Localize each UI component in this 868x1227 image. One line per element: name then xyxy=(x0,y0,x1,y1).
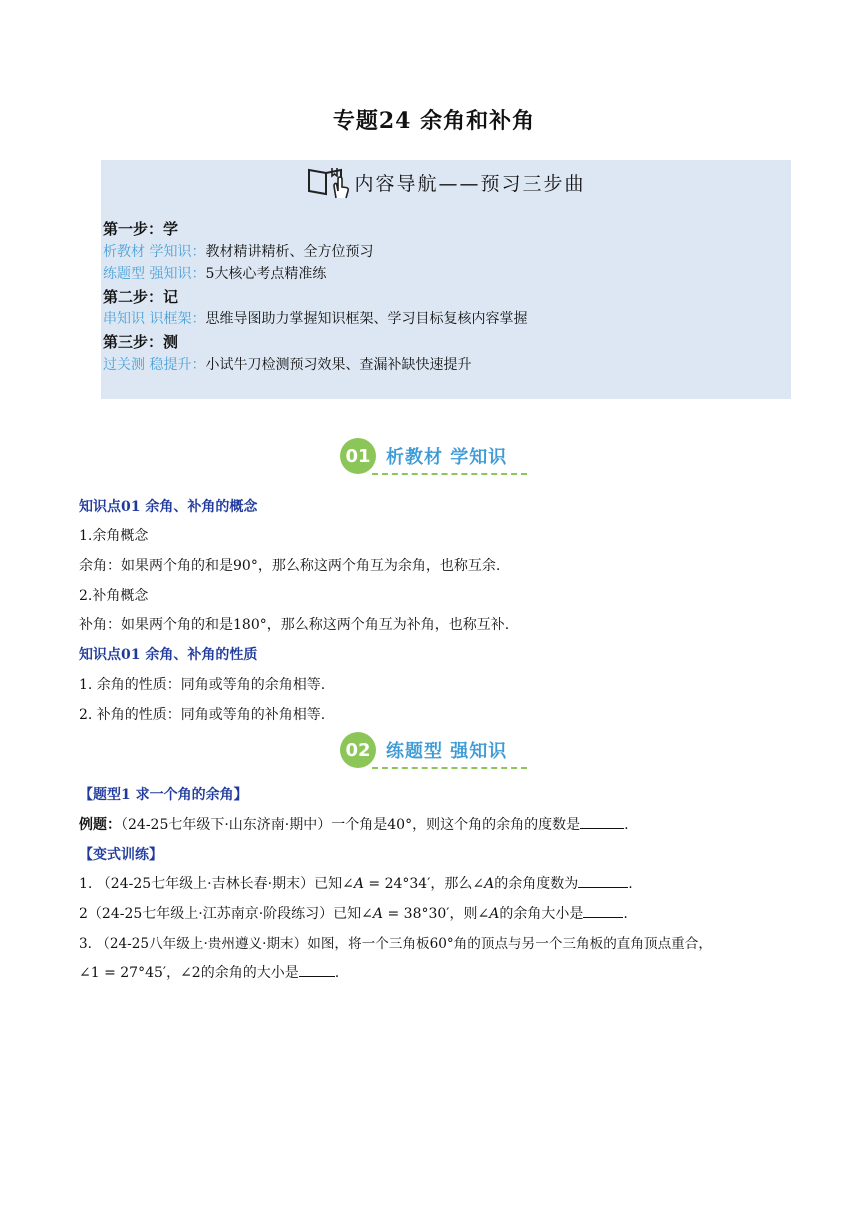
nav-item-label: 过关测 稳提升： xyxy=(103,356,206,373)
book-hand-icon xyxy=(306,164,350,200)
nav-item-label: 练题型 强知识： xyxy=(103,266,206,283)
property-text: 1. 余角的性质：同角或等角的余角相等. xyxy=(79,677,326,693)
question-2: 2（24-25七年级上·江苏南京·阶段练习）已知∠A = 38°30′，则∠A的余角大小是 . xyxy=(79,903,628,923)
answer-blank[interactable] xyxy=(578,873,628,888)
section-badge-01 xyxy=(340,438,507,474)
content-navigation-box xyxy=(101,160,791,399)
example-label: 例题： xyxy=(79,817,121,833)
answer-blank[interactable] xyxy=(580,814,624,829)
definition-text: 余角：如果两个角的和是90°，那么称这两个角互为余角，也称互余. xyxy=(79,558,501,574)
nav-steps-list xyxy=(103,218,527,376)
subheading: 2.补角概念 xyxy=(79,588,149,604)
definition-text: 补角：如果两个角的和是180°，那么称这两个角互为补角，也称互补. xyxy=(79,617,510,633)
nav-step-item xyxy=(103,308,527,331)
nav-step-heading xyxy=(103,218,527,241)
page-title: 专题24 余角和补角 xyxy=(332,108,536,134)
nav-item-desc: 思维导图助力掌握知识框架、学习目标复核内容掌握 xyxy=(205,311,528,328)
section-number: 02 xyxy=(340,732,376,768)
section-underline xyxy=(372,473,527,475)
nav-item-desc: 小试牛刀检测预习效果、查漏补缺快速提升 xyxy=(205,356,472,373)
answer-blank[interactable] xyxy=(299,962,335,977)
nav-item-desc: 5大核心考点精准练 xyxy=(205,266,327,283)
nav-step-item xyxy=(103,263,527,286)
knowledge-point-heading: 知识点01 余角、补角的性质 xyxy=(79,647,258,663)
section-title: 练题型 强知识 xyxy=(386,741,508,762)
subheading: 1.余角概念 xyxy=(79,528,149,544)
question-type-heading: 【题型1 求一个角的余角】 xyxy=(79,787,248,803)
nav-title: 内容导航——预习三步曲 xyxy=(354,172,586,195)
nav-step-item xyxy=(103,241,527,264)
section-badge-02 xyxy=(340,732,507,768)
step-label: 第一步：学 xyxy=(103,220,179,238)
knowledge-point-heading: 知识点01 余角、补角的概念 xyxy=(79,499,258,515)
nav-step-heading xyxy=(103,286,527,309)
nav-step-heading xyxy=(103,331,527,354)
variant-training-heading: 【变式训练】 xyxy=(79,847,163,863)
question-3-line-1: 3. （24-25八年级上·贵州遵义·期末）如图，将一个三角板60°角的顶点与另一个三角板的直角顶点重合， xyxy=(79,936,712,952)
nav-item-label: 串知识 识框架： xyxy=(103,311,206,328)
step-label: 第三步：测 xyxy=(103,332,179,351)
nav-header xyxy=(101,162,791,202)
property-text: 2. 补角的性质：同角或等角的补角相等. xyxy=(79,707,326,723)
example-question xyxy=(79,814,629,834)
question-3-line-2: ∠1 = 27°45′，∠2的余角的大小是 . xyxy=(79,962,339,982)
nav-item-desc: 教材精讲精析、全方位预习 xyxy=(205,243,374,260)
question-1: 1. （24-25七年级上·吉林长春·期末）已知∠A = 24°34′，那么∠A的余角度数为 . xyxy=(79,873,633,893)
period: . xyxy=(624,817,629,833)
nav-item-label: 析教材 学知识： xyxy=(103,243,206,260)
section-title: 析教材 学知识 xyxy=(386,447,508,468)
section-number: 01 xyxy=(340,438,376,474)
step-label: 第二步：记 xyxy=(103,287,179,306)
nav-step-item xyxy=(103,354,527,377)
answer-blank[interactable] xyxy=(583,903,623,918)
section-underline xyxy=(372,767,527,769)
example-text: （24-25七年级下·山东济南·期中）一个角是40°，则这个角的余角的度数是 xyxy=(121,817,581,833)
